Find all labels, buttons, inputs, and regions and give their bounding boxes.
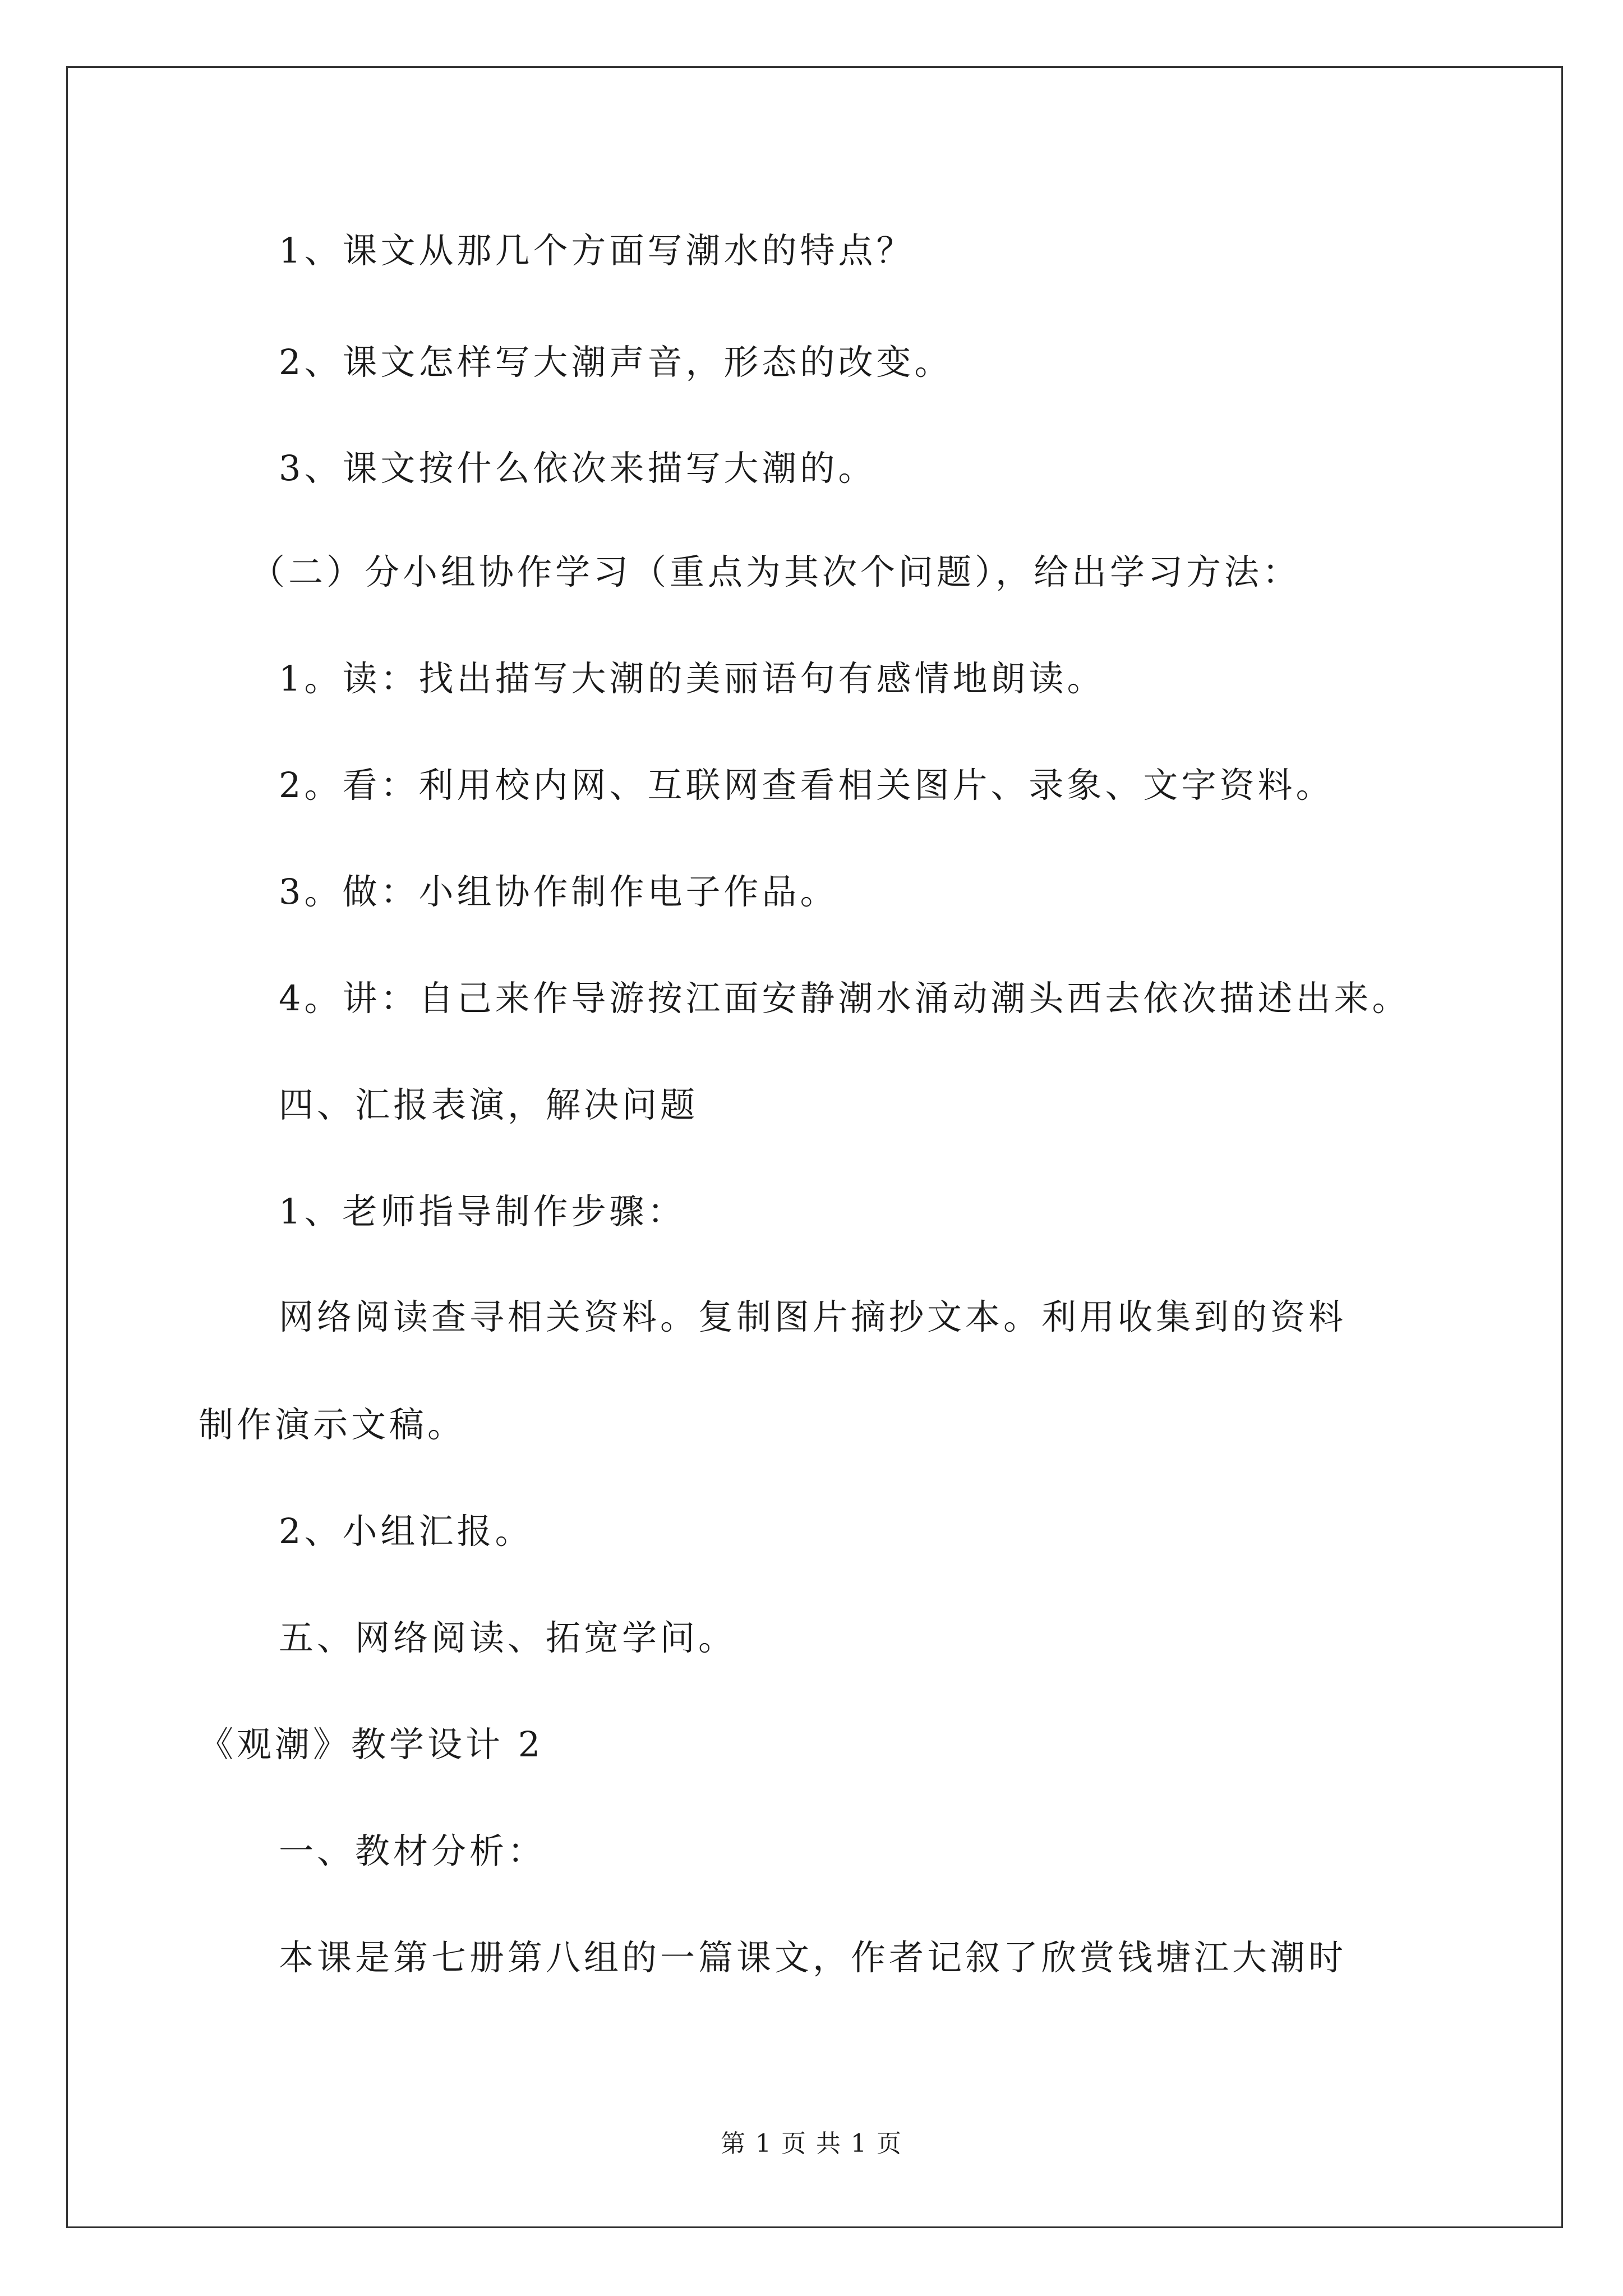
text-line: 制作演示文稿。 — [199, 1404, 466, 1445]
page-footer: 第 1 页 共 1 页 — [721, 2129, 902, 2158]
text-line: 3、课文按什么依次来描写大潮的。 — [279, 448, 877, 489]
section-heading: （二）分小组协作学习（重点为其次个问题），给出学习方法： — [250, 551, 1301, 592]
text-line: 本课是第七册第八组的一篇课文，作者记叙了欣赏钱塘江大潮时 — [279, 1937, 1347, 1978]
text-line: 3。做：小组协作制作电子作品。 — [279, 871, 838, 912]
section-heading: 五、网络阅读、拓宽学问。 — [279, 1617, 737, 1658]
text-line: 网络阅读查寻相关资料。复制图片摘抄文本。利用收集到的资料 — [279, 1296, 1347, 1337]
text-line: 2、小组汇报。 — [279, 1511, 533, 1552]
page-border — [66, 66, 1563, 2228]
text-line: 1、老师指导制作步骤： — [279, 1191, 686, 1232]
text-line: 4。讲：自己来作导游按江面安静潮水涌动潮头西去依次描述出来。 — [279, 978, 1410, 1019]
document-title: 《观潮》教学设计 2 — [199, 1724, 544, 1765]
text-line: 1、课文从那几个方面写潮水的特点？ — [279, 230, 915, 271]
text-line: 2、课文怎样写大潮声音，形态的改变。 — [279, 342, 953, 383]
text-line: 1。读：找出描写大潮的美丽语句有感情地朗读。 — [279, 658, 1105, 699]
section-heading: 四、汇报表演，解决问题 — [279, 1084, 699, 1125]
text-line: 2。看：利用校内网、互联网查看相关图片、录象、文字资料。 — [279, 765, 1334, 806]
section-heading: 一、教材分析： — [279, 1830, 546, 1871]
